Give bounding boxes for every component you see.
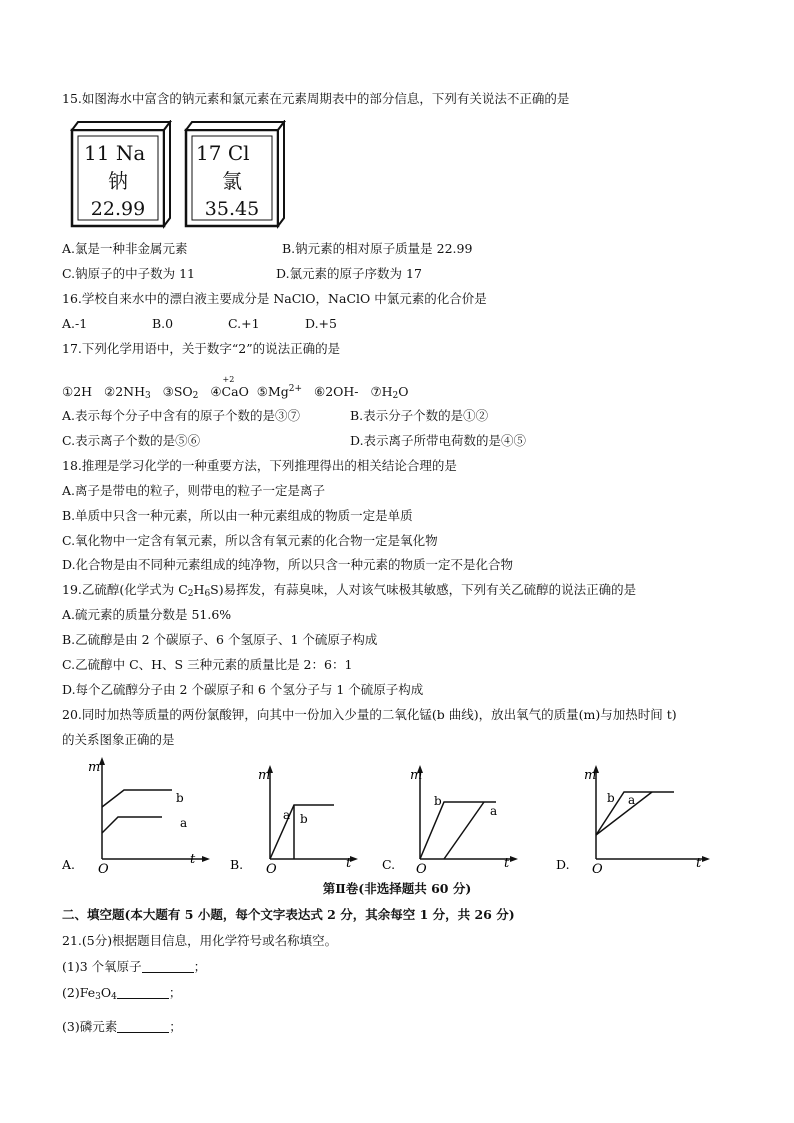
graph-b-svg (230, 755, 380, 875)
q19-option-a[interactable]: A.硫元素的质量分数是 51.6% (62, 607, 232, 622)
q20-stem-line1: 20.同时加热等质量的两份氯酸钾，向其中一份加入少量的二氧化锰(b 曲线)，放出氧气的质量(m)与加热时间 t) (62, 707, 677, 722)
graph-a-y-label: m (88, 760, 101, 775)
q16-stem: 16.学校自来水中的漂白液主要成分是 NaClO，NaClO 中氯元素的化合价是 (62, 291, 487, 306)
q17-option-b[interactable]: B.表示分子个数的是①② (350, 408, 489, 423)
graph-a-label-a: a (180, 816, 188, 830)
volume-title: 第Ⅱ卷(非选择题共 60 分) (322, 881, 472, 896)
graph-d-y-label: m (584, 768, 597, 783)
graph-d-x-label: t (696, 856, 702, 871)
q16-option-d[interactable]: D.+5 (305, 316, 337, 331)
cl-number: 17 (196, 141, 222, 165)
graph-b-x-label: t (346, 856, 352, 871)
q20-graph-a[interactable] (62, 755, 212, 875)
graph-a-svg (62, 755, 212, 875)
q17-symbol-1: ①2H (62, 384, 93, 399)
q18-option-d[interactable]: D.化合物是由不同种元素组成的纯净物，所以只含一种元素的物质一定不是化合物 (62, 557, 514, 572)
q21-blank-2[interactable] (117, 986, 169, 999)
q20-graph-c[interactable] (380, 755, 530, 875)
q18-stem: 18.推理是学习化学的一种重要方法，下列推理得出的相关结论合理的是 (62, 458, 457, 473)
graph-d-svg (556, 755, 716, 875)
na-mass: 22.99 (90, 198, 146, 220)
cl-name: 氯 (222, 169, 242, 193)
q15-option-c[interactable]: C.钠原子的中子数为 11 (62, 266, 195, 281)
graph-b-y-label: m (258, 768, 271, 783)
q20-graph-d[interactable] (556, 755, 716, 875)
q21-item-3: (3)磷元素 ； (62, 1019, 182, 1034)
q19-option-d[interactable]: D.每个乙硫醇分子由 2 个碳原子和 6 个氢分子与 1 个硫原子构成 (62, 682, 424, 697)
q18-option-b[interactable]: B.单质中只含一种元素，所以由一种元素组成的物质一定是单质 (62, 508, 413, 523)
q17-stem: 17.下列化学用语中，关于数字“2”的说法正确的是 (62, 341, 341, 356)
graph-a-option: A. (62, 857, 76, 872)
q20-stem-line2: 的关系图象正确的是 (62, 732, 175, 747)
cl-mass: 35.45 (204, 198, 260, 220)
q19-option-b[interactable]: B.乙硫醇是由 2 个碳原子、6 个氢原子、1 个硫原子构成 (62, 632, 378, 647)
graph-c-x-label: t (504, 856, 510, 871)
q21-item-2: $(2)Fe_3O_4$ ； (62, 985, 182, 1002)
graph-a-label-b: b (176, 791, 184, 805)
q19-option-c[interactable]: C.乙硫醇中 C、H、S 三种元素的质量比是 2：6：1 (62, 657, 353, 672)
graph-d-curve-a (596, 792, 652, 835)
cl-symbol: Cl (227, 141, 250, 165)
q21-stem: 21.(5分)根据题目信息，用化学符号或名称填空。 (62, 933, 338, 948)
graph-c-svg (380, 755, 530, 875)
graph-a-curve-b (102, 790, 172, 807)
na-name: 钠 (108, 169, 128, 193)
graph-a-x-arrow (202, 856, 210, 862)
q15-option-d[interactable]: D.氯元素的原子序数为 17 (276, 266, 422, 281)
graph-d-option: D. (556, 857, 570, 872)
element-card-na (68, 120, 174, 230)
q17-option-a[interactable]: A.表示每个分子中含有的原子个数的是③⑦ (62, 408, 301, 423)
q15-stem: 15.如图海水中富含的钠元素和氯元素在元素周期表中的部分信息，下列有关说法不正确的是 (62, 91, 570, 106)
q17-symbol-5: $⑤Mg^{2+}$ (256, 384, 303, 399)
graph-c-label-a: a (490, 804, 498, 818)
q15-option-b[interactable]: B.钠元素的相对原子质量是 22.99 (282, 241, 473, 256)
q17-symbol-6: ⑥2OH- (313, 384, 359, 399)
graph-d-label-a: a (628, 793, 636, 807)
graph-c-option: C. (382, 857, 396, 872)
q17-symbol-list (62, 375, 409, 405)
q17-symbol-3: $③SO_2$ (162, 384, 199, 401)
graph-c-origin: O (416, 862, 427, 875)
q20-graph-b[interactable] (230, 755, 380, 875)
graph-b-option: B. (230, 857, 244, 872)
q19-stem: 19.乙硫醇(化学式为 $C_2H_6S$)易挥发，有蒜臭味，人对该气味极其敏感，下列有关乙硫醇的说法正确的是 (62, 582, 637, 599)
graph-b-label-b: b (300, 812, 308, 826)
q21-item-1: (1)3 个氧原子 ； (62, 959, 207, 974)
graph-c-curve-a (444, 802, 484, 859)
section-heading: 二、填空题(本大题有 5 小题，每个文字表达式 2 分，其余每空 1 分，共 26 分) (62, 907, 515, 922)
graph-c-y-label: m (410, 768, 423, 783)
graph-a-x-label: t (190, 852, 196, 867)
graph-a-curve-a (102, 817, 162, 833)
graph-d-label-b: b (607, 791, 615, 805)
graph-b-label-a: a (283, 808, 291, 822)
q16-option-a[interactable]: A.-1 (62, 316, 88, 331)
graph-a-origin: O (98, 862, 109, 875)
q16-option-c[interactable]: C.+1 (228, 316, 260, 331)
q17-option-c[interactable]: C.表示离子个数的是⑤⑥ (62, 433, 201, 448)
graph-b-origin: O (266, 862, 277, 875)
q17-option-d[interactable]: D.表示离子所带电荷数的是④⑤ (350, 433, 527, 448)
na-number: 11 (84, 141, 110, 165)
q16-option-b[interactable]: B.0 (152, 316, 174, 331)
graph-d-origin: O (592, 862, 603, 875)
q17-symbol-4-charge: +2 (222, 375, 235, 384)
q21-blank-3[interactable] (117, 1020, 169, 1033)
element-card-cl (182, 120, 288, 230)
q15-option-a[interactable]: A.氯是一种非金属元素 (62, 241, 188, 256)
graph-c-label-b: b (434, 794, 442, 808)
q18-option-a[interactable]: A.离子是带电的粒子，则带电的粒子一定是离子 (62, 483, 326, 498)
q17-symbol-7: $⑦H_2O$ (370, 384, 409, 401)
q21-blank-1[interactable] (142, 960, 194, 973)
na-symbol: Na (115, 141, 146, 165)
q17-symbol-2: $②2NH_3$ (103, 384, 151, 401)
q18-option-c[interactable]: C.氧化物中一定含有氧元素，所以含有氧元素的化合物一定是氧化物 (62, 533, 438, 548)
graph-c-curve-b (420, 802, 496, 859)
q17-symbol-4: ④ +2 CaO (210, 384, 248, 399)
